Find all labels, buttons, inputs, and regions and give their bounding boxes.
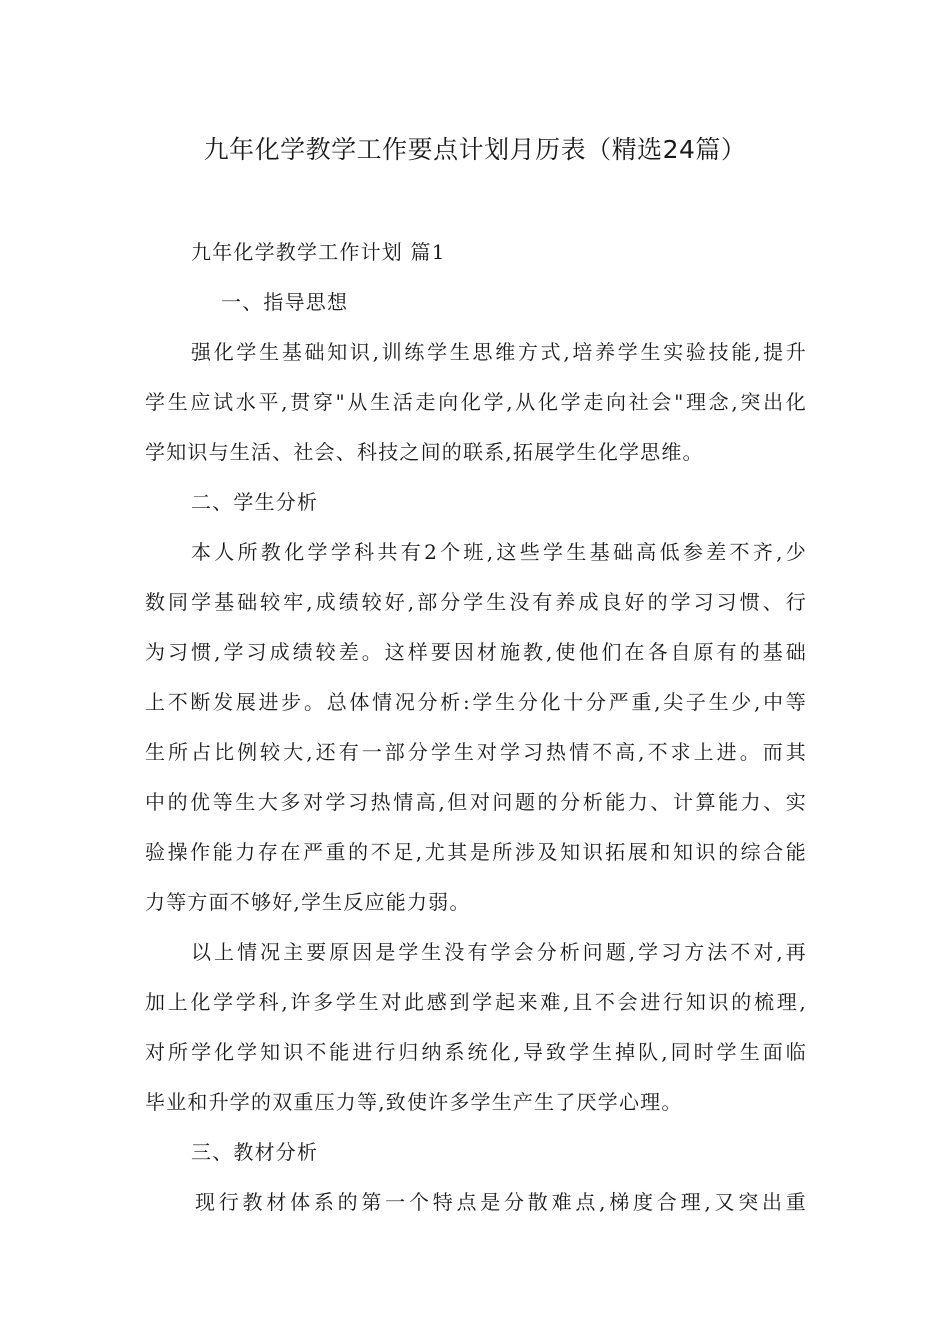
section-heading-3: 三、教材分析	[191, 1140, 319, 1164]
paragraph-line: 中的优等生大多对学习热情高,但对问题的分析能力、计算能力、实	[145, 790, 807, 814]
paragraph-line: 验操作能力存在严重的不足,尤其是所涉及知识拓展和知识的综合能	[145, 840, 807, 864]
section-heading-1: 一、指导思想	[221, 290, 349, 314]
paragraph-line: 以上情况主要原因是学生没有学会分析问题,学习方法不对,再	[191, 940, 807, 964]
paragraph-line: 上不断发展进步。总体情况分析:学生分化十分严重,尖子生少,中等	[145, 690, 807, 714]
subtitle: 九年化学教学工作计划 篇1	[191, 240, 446, 264]
paragraph-line: 现行教材体系的第一个特点是分散难点,梯度合理,又突出重	[195, 1190, 807, 1214]
paragraph-line: 毕业和升学的双重压力等,致使许多学生产生了厌学心理。	[145, 1090, 683, 1114]
document-title: 九年化学教学工作要点计划月历表（精选24篇）	[203, 135, 747, 164]
paragraph-line: 生所占比例较大,还有一部分学生对学习热情不高,不求上进。而其	[145, 740, 807, 764]
paragraph-line: 学生应试水平,贯穿"从生活走向化学,从化学走向社会"理念,突出化	[145, 390, 807, 414]
paragraph-line: 对所学化学知识不能进行归纳系统化,导致学生掉队,同时学生面临	[145, 1040, 807, 1064]
paragraph-line: 数同学基础较牢,成绩较好,部分学生没有养成良好的学习习惯、行	[145, 590, 807, 614]
section-heading-2: 二、学生分析	[191, 490, 319, 514]
paragraph-line: 力等方面不够好,学生反应能力弱。	[145, 890, 471, 914]
paragraph-line: 加上化学学科,许多学生对此感到学起来难,且不会进行知识的梳理,	[145, 990, 807, 1014]
paragraph-line: 本人所教化学学科共有2个班,这些学生基础高低参差不齐,少	[191, 540, 807, 564]
paragraph-line: 学知识与生活、社会、科技之间的联系,拓展学生化学思维。	[145, 440, 704, 464]
paragraph-line: 为习惯,学习成绩较差。这样要因材施教,使他们在各自原有的基础	[145, 640, 807, 664]
paragraph-line: 强化学生基础知识,训练学生思维方式,培养学生实验技能,提升	[191, 340, 807, 364]
